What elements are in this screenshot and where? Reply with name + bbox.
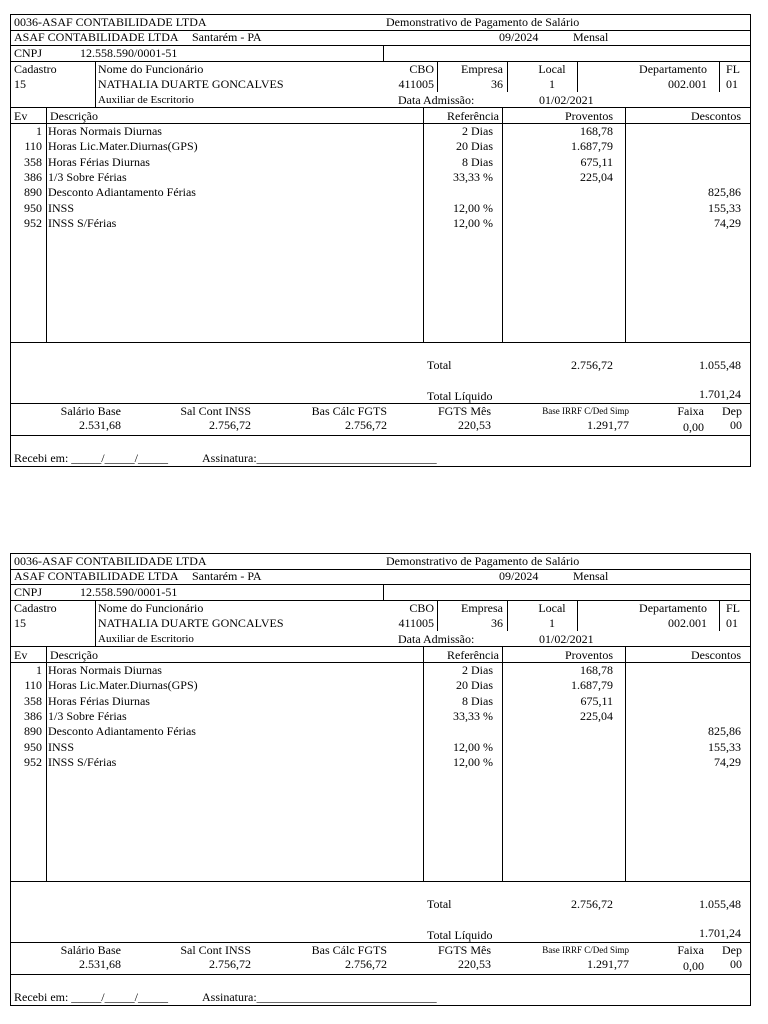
item-ev: 950 (24, 201, 42, 215)
item-descricao: Horas Normais Diurnas (48, 663, 162, 677)
fl-value: 01 (726, 77, 738, 91)
salario-base-label: Salário Base (60, 943, 121, 957)
item-referencia: 2 Dias (462, 663, 493, 677)
total-descontos: 1.055,48 (699, 897, 741, 911)
fgts-mes-value: 220,53 (458, 418, 491, 432)
fl-value: 01 (726, 616, 738, 630)
col-referencia: Referência (447, 648, 499, 662)
departamento-label: Departamento (639, 601, 707, 615)
item-descricao: INSS S/Férias (48, 755, 117, 769)
data-admissao-label: Data Admissão: (398, 93, 475, 107)
item-proventos: 675,11 (580, 694, 613, 708)
item-proventos: 168,78 (580, 663, 613, 677)
bas-calc-fgts-label: Bas Cálc FGTS (311, 404, 387, 418)
item-referencia: 33,33 % (453, 709, 493, 723)
item-descricao: Horas Férias Diurnas (48, 155, 150, 169)
item-descricao: INSS S/Férias (48, 216, 117, 230)
item-ev: 358 (24, 155, 42, 169)
col-descricao: Descrição (50, 109, 98, 123)
assinatura: Assinatura:______________________________ (202, 451, 437, 465)
data-admissao-value: 01/02/2021 (539, 632, 594, 646)
item-descontos: 155,33 (708, 740, 741, 754)
item-descontos: 825,86 (708, 724, 741, 738)
period: 09/2024 (499, 30, 539, 44)
item-ev: 952 (24, 216, 42, 230)
item-proventos: 225,04 (580, 709, 613, 723)
salario-base-value: 2.531,68 (79, 418, 121, 432)
bas-calc-fgts-label: Bas Cálc FGTS (311, 943, 387, 957)
item-ev: 1 (36, 124, 42, 138)
period-type: Mensal (573, 569, 609, 583)
local-label: Local (538, 62, 566, 76)
cbo-value: 411005 (398, 77, 434, 91)
total-proventos: 2.756,72 (571, 358, 613, 372)
fgts-mes-label: FGTS Mês (437, 943, 491, 957)
faixa-label: Faixa (677, 943, 704, 957)
total-label: Total (427, 358, 452, 372)
cadastro-value: 15 (14, 616, 26, 630)
col-ev: Ev (14, 109, 28, 123)
empresa-value: 36 (491, 77, 503, 91)
item-referencia: 12,00 % (453, 216, 493, 230)
total-label: Total (427, 897, 452, 911)
item-ev: 1 (36, 663, 42, 677)
cadastro-label: Cadastro (14, 62, 57, 76)
col-descontos: Descontos (691, 109, 741, 123)
base-irrf-label: Base IRRF C/Ded Simp (542, 945, 629, 955)
fgts-mes-label: FGTS Mês (437, 404, 491, 418)
departamento-value: 002.001 (668, 616, 707, 630)
company-name: ASAF CONTABILIDADE LTDA (14, 30, 179, 44)
item-descricao: Horas Lic.Mater.Diurnas(GPS) (48, 139, 198, 153)
item-referencia: 12,00 % (453, 755, 493, 769)
item-proventos: 1.687,79 (571, 678, 613, 692)
base-irrf-value: 1.291,77 (587, 418, 629, 432)
dep-label: Dep (722, 943, 742, 957)
item-referencia: 2 Dias (462, 124, 493, 138)
fgts-mes-value: 220,53 (458, 957, 491, 971)
sal-cont-inss-value: 2.756,72 (209, 957, 251, 971)
total-liquido-label: Total Líquido (427, 928, 493, 942)
col-referencia: Referência (447, 109, 499, 123)
total-liquido-value: 1.701,24 (699, 926, 741, 940)
item-proventos: 168,78 (580, 124, 613, 138)
data-admissao-value: 01/02/2021 (539, 93, 594, 107)
period: 09/2024 (499, 569, 539, 583)
item-referencia: 12,00 % (453, 740, 493, 754)
dep-value: 00 (730, 957, 742, 971)
local-value: 1 (549, 77, 555, 91)
item-ev: 386 (24, 170, 42, 184)
nome-label: Nome do Funcionário (98, 601, 204, 615)
empresa-label: Empresa (461, 601, 503, 615)
cnpj-value: 12.558.590/0001-51 (80, 585, 178, 599)
cargo: Auxiliar de Escritorio (98, 94, 194, 106)
fl-label: FL (726, 601, 741, 615)
item-descricao: 1/3 Sobre Férias (48, 709, 127, 723)
payslip-copy-2 (10, 553, 751, 1006)
item-proventos: 1.687,79 (571, 139, 613, 153)
cnpj-value: 12.558.590/0001-51 (80, 46, 178, 60)
item-ev: 110 (24, 139, 42, 153)
item-referencia: 20 Dias (456, 139, 493, 153)
item-descontos: 825,86 (708, 185, 741, 199)
cnpj-label: CNPJ (14, 46, 43, 60)
nome-label: Nome do Funcionário (98, 62, 204, 76)
empresa-label: Empresa (461, 62, 503, 76)
payslip-copy-1 (10, 14, 751, 467)
item-descricao: Desconto Adiantamento Férias (48, 724, 196, 738)
salario-base-value: 2.531,68 (79, 957, 121, 971)
data-admissao-label: Data Admissão: (398, 632, 475, 646)
faixa-value: 0,00 (683, 959, 704, 973)
item-referencia: 20 Dias (456, 678, 493, 692)
local-label: Local (538, 601, 566, 615)
col-ev: Ev (14, 648, 28, 662)
company-code-name: 0036-ASAF CONTABILIDADE LTDA (14, 15, 207, 29)
item-referencia: 8 Dias (462, 155, 493, 169)
total-liquido-value: 1.701,24 (699, 387, 741, 401)
sal-cont-inss-value: 2.756,72 (209, 418, 251, 432)
faixa-value: 0,00 (683, 420, 704, 434)
item-ev: 890 (24, 724, 42, 738)
item-ev: 110 (24, 678, 42, 692)
company-city: Santarém - PA (192, 569, 262, 583)
bas-calc-fgts-value: 2.756,72 (345, 957, 387, 971)
recebi-em: Recebi em: _____/_____/_____ (14, 990, 168, 1004)
fl-label: FL (726, 62, 741, 76)
company-code-name: 0036-ASAF CONTABILIDADE LTDA (14, 554, 207, 568)
cadastro-value: 15 (14, 77, 26, 91)
item-ev: 950 (24, 740, 42, 754)
item-referencia: 33,33 % (453, 170, 493, 184)
salario-base-label: Salário Base (60, 404, 121, 418)
item-descontos: 155,33 (708, 201, 741, 215)
departamento-label: Departamento (639, 62, 707, 76)
item-referencia: 12,00 % (453, 201, 493, 215)
bas-calc-fgts-value: 2.756,72 (345, 418, 387, 432)
sal-cont-inss-label: Sal Cont INSS (180, 943, 251, 957)
item-descricao: Horas Lic.Mater.Diurnas(GPS) (48, 678, 198, 692)
assinatura: Assinatura:______________________________ (202, 990, 437, 1004)
col-proventos: Proventos (565, 648, 613, 662)
cadastro-label: Cadastro (14, 601, 57, 615)
item-descricao: Horas Normais Diurnas (48, 124, 162, 138)
faixa-label: Faixa (677, 404, 704, 418)
cbo-value: 411005 (398, 616, 434, 630)
col-descricao: Descrição (50, 648, 98, 662)
nome-value: NATHALIA DUARTE GONCALVES (98, 77, 284, 91)
dep-value: 00 (730, 418, 742, 432)
dep-label: Dep (722, 404, 742, 418)
cbo-label: CBO (409, 62, 434, 76)
empresa-value: 36 (491, 616, 503, 630)
item-descontos: 74,29 (714, 216, 741, 230)
nome-value: NATHALIA DUARTE GONCALVES (98, 616, 284, 630)
cargo: Auxiliar de Escritorio (98, 633, 194, 645)
total-liquido-label: Total Líquido (427, 389, 493, 403)
total-descontos: 1.055,48 (699, 358, 741, 372)
company-name: ASAF CONTABILIDADE LTDA (14, 569, 179, 583)
sal-cont-inss-label: Sal Cont INSS (180, 404, 251, 418)
col-proventos: Proventos (565, 109, 613, 123)
company-city: Santarém - PA (192, 30, 262, 44)
item-ev: 386 (24, 709, 42, 723)
item-descontos: 74,29 (714, 755, 741, 769)
item-descricao: INSS (48, 201, 75, 215)
departamento-value: 002.001 (668, 77, 707, 91)
cbo-label: CBO (409, 601, 434, 615)
item-ev: 952 (24, 755, 42, 769)
item-ev: 358 (24, 694, 42, 708)
cnpj-label: CNPJ (14, 585, 43, 599)
base-irrf-label: Base IRRF C/Ded Simp (542, 406, 629, 416)
item-descricao: INSS (48, 740, 75, 754)
item-proventos: 225,04 (580, 170, 613, 184)
total-proventos: 2.756,72 (571, 897, 613, 911)
item-descricao: 1/3 Sobre Férias (48, 170, 127, 184)
document-title: Demonstrativo de Pagamento de Salário (386, 554, 580, 568)
document-title: Demonstrativo de Pagamento de Salário (386, 15, 580, 29)
recebi-em: Recebi em: _____/_____/_____ (14, 451, 168, 465)
item-proventos: 675,11 (580, 155, 613, 169)
local-value: 1 (549, 616, 555, 630)
base-irrf-value: 1.291,77 (587, 957, 629, 971)
item-referencia: 8 Dias (462, 694, 493, 708)
item-descricao: Desconto Adiantamento Férias (48, 185, 196, 199)
item-descricao: Horas Férias Diurnas (48, 694, 150, 708)
item-ev: 890 (24, 185, 42, 199)
col-descontos: Descontos (691, 648, 741, 662)
period-type: Mensal (573, 30, 609, 44)
